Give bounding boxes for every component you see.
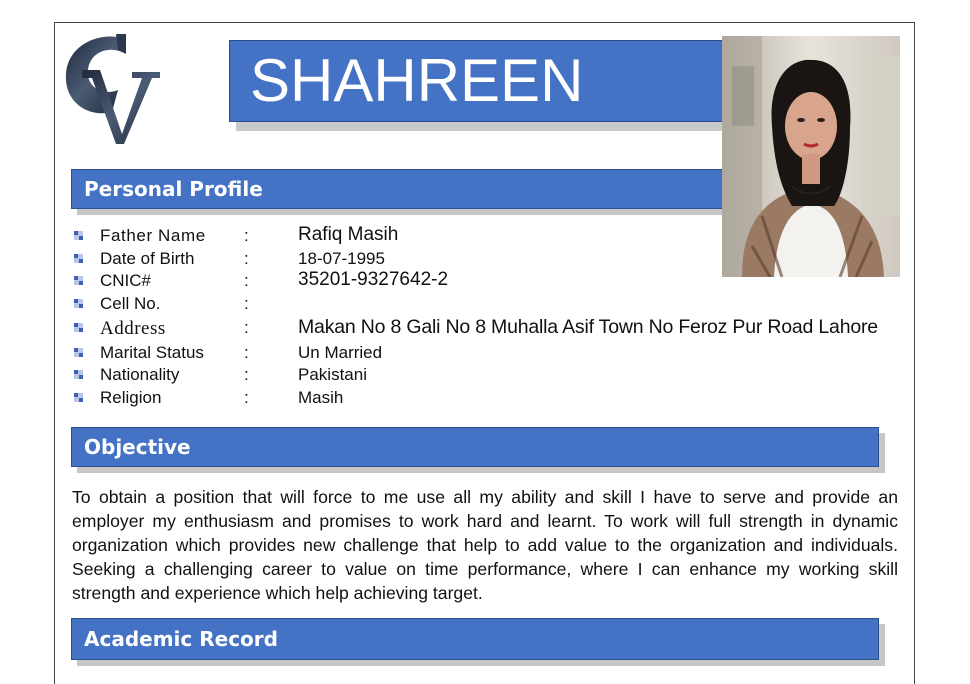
- cv-monogram-logo: [60, 30, 170, 145]
- profile-row-address: [74, 316, 914, 342]
- profile-label: Address: [100, 318, 166, 339]
- profile-value: Un Married: [298, 343, 383, 362]
- profile-row-religion: [74, 390, 914, 412]
- separator: :: [244, 294, 249, 313]
- profile-value: Makan No 8 Gali No 8 Muhalla Asif Town No Feroz Pur Road Lahore: [298, 316, 878, 338]
- section-title: Academic Record: [84, 627, 278, 651]
- bullet-icon: [74, 370, 83, 379]
- profile-label: Date of Birth: [100, 249, 195, 268]
- profile-value: 35201-9327642-2: [298, 269, 449, 290]
- profile-label: Father Name: [100, 226, 206, 245]
- separator: :: [244, 365, 249, 384]
- name-banner: [229, 40, 725, 122]
- bullet-icon: [74, 276, 83, 285]
- profile-label: Nationality: [100, 365, 180, 384]
- profile-value: Pakistani: [298, 365, 367, 384]
- bullet-icon: [74, 254, 83, 263]
- separator: :: [244, 226, 249, 245]
- objective-paragraph: To obtain a position that will force to me use all my ability and skill I have to serve and provide an employer my enthusiasm and promises to work hard and learnt. To work will full strength in dynamic organization which provides new challenge that help to add value to the organization and individuals. Seeking a challenging career to value on time performance, where I can enhance my working skill strength and experience which help achieving target.: [72, 487, 898, 603]
- profile-label: Cell No.: [100, 294, 161, 313]
- profile-value: Rafiq Masih: [298, 224, 399, 245]
- profile-row-date-of-birth: [74, 251, 914, 273]
- profile-value: 18-07-1995: [298, 249, 385, 268]
- bullet-icon: [74, 348, 83, 357]
- profile-value: Masih: [298, 388, 344, 407]
- section-header-academic-record: [71, 618, 879, 660]
- separator: :: [244, 343, 249, 362]
- separator: :: [244, 249, 249, 268]
- bullet-icon: [74, 299, 83, 308]
- section-title: Personal Profile: [84, 177, 263, 201]
- section-title: Objective: [84, 435, 191, 459]
- profile-label: CNIC#: [100, 271, 152, 290]
- candidate-name: SHAHREEN: [250, 47, 584, 114]
- profile-row-father-name: [74, 224, 914, 250]
- profile-row-marital-status: [74, 345, 914, 367]
- separator: :: [244, 271, 249, 290]
- bullet-icon: [74, 231, 83, 240]
- profile-label: Marital Status: [100, 343, 204, 362]
- profile-row-cnic: [74, 269, 914, 295]
- section-header-objective: [71, 427, 879, 467]
- profile-label: Religion: [100, 388, 162, 407]
- profile-row-cell-no: [74, 296, 914, 318]
- separator: :: [244, 388, 249, 407]
- bullet-icon: [74, 323, 83, 332]
- separator: :: [244, 318, 249, 337]
- profile-row-nationality: [74, 367, 914, 389]
- bullet-icon: [74, 393, 83, 402]
